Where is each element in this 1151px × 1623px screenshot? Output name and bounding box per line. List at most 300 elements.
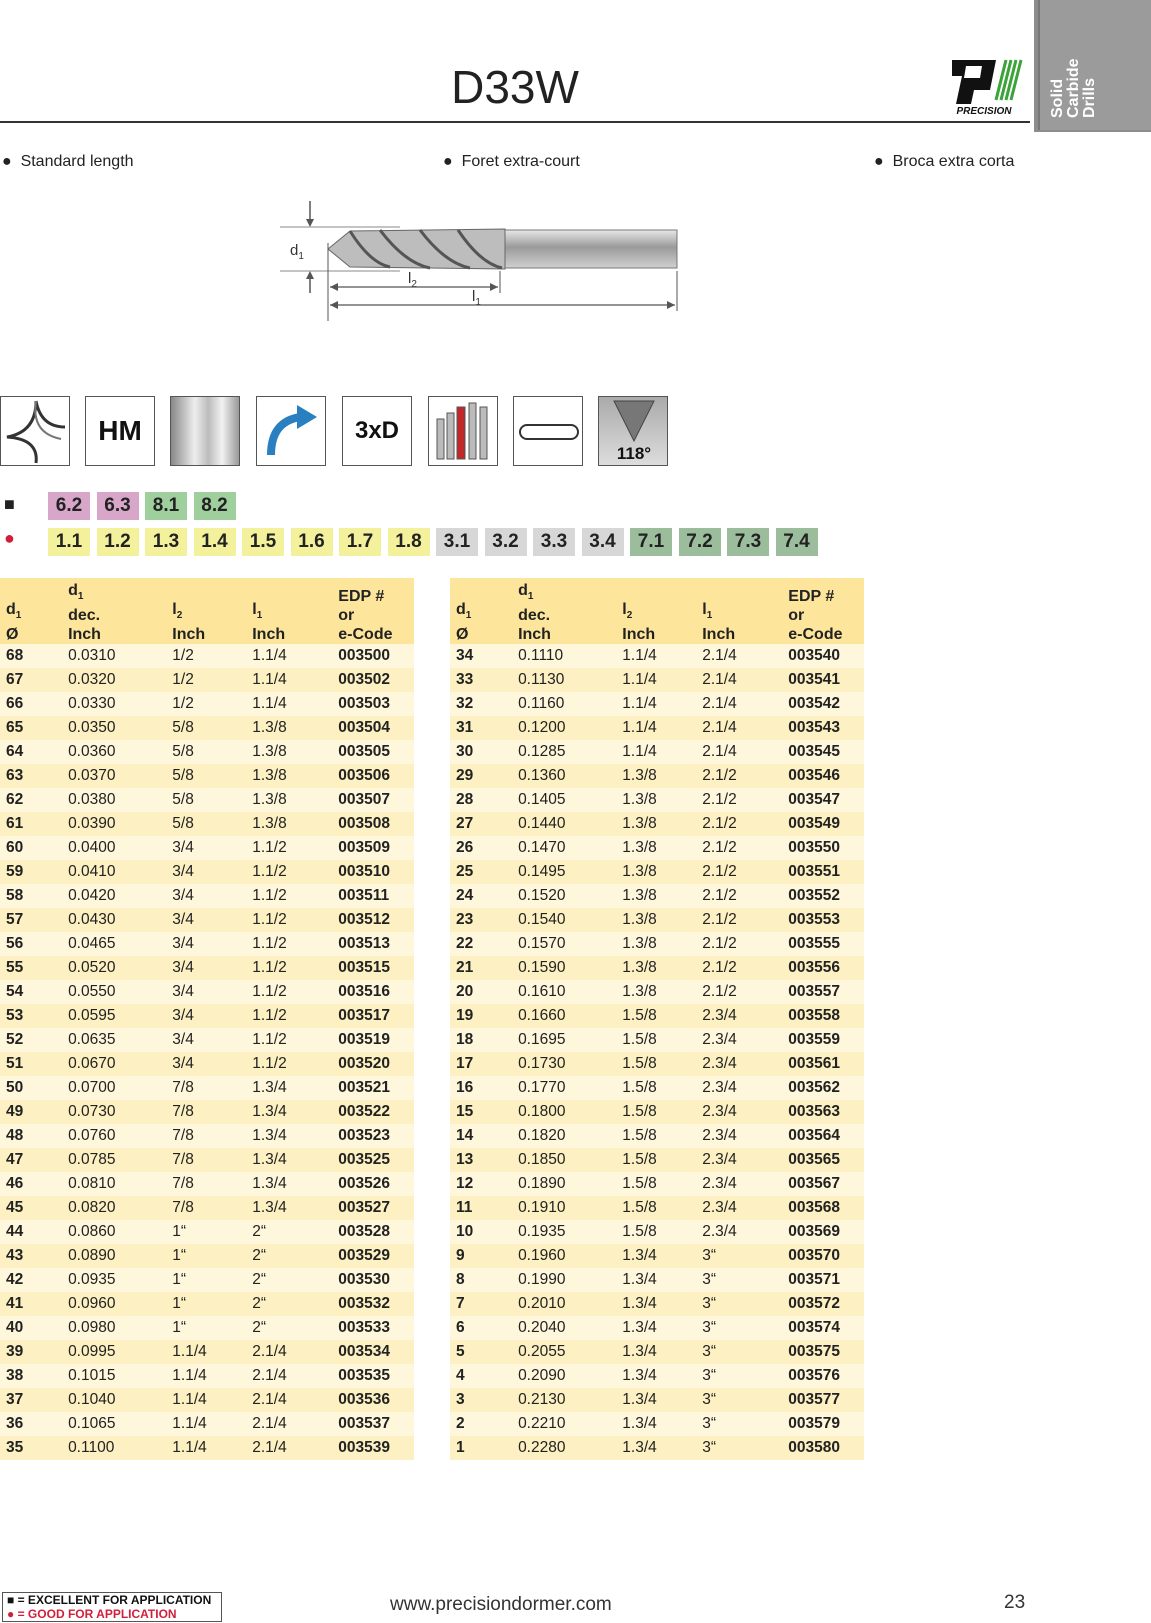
table-cell: 1.3/8 bbox=[616, 884, 696, 908]
material-group-chip: 3.4 bbox=[582, 528, 624, 556]
table-cell: 1/2 bbox=[166, 668, 246, 692]
table-cell: 0.1360 bbox=[512, 764, 616, 788]
table-cell: 33 bbox=[450, 668, 512, 692]
table-cell: 0.1520 bbox=[512, 884, 616, 908]
table-cell: 1.1/2 bbox=[246, 884, 332, 908]
table-row bbox=[450, 1340, 864, 1364]
table-cell: 0.1770 bbox=[512, 1076, 616, 1100]
hm-material-icon: HM bbox=[85, 396, 155, 466]
good-dot-icon: ● bbox=[7, 1607, 15, 1621]
table-cell: 1“ bbox=[166, 1292, 246, 1316]
table-cell: 1.3/8 bbox=[246, 740, 332, 764]
table-cell: 003523 bbox=[332, 1124, 414, 1148]
column-header: $l_2$ Inch bbox=[166, 578, 246, 644]
table-cell: 1.5/8 bbox=[616, 1076, 696, 1100]
table-cell: 1.5/8 bbox=[616, 1028, 696, 1052]
table-row bbox=[0, 1412, 414, 1436]
two-flute-icon bbox=[0, 396, 70, 466]
table-row bbox=[0, 812, 414, 836]
material-group-chip: 7.2 bbox=[679, 528, 721, 556]
table-cell: 1.3/4 bbox=[616, 1340, 696, 1364]
table-cell: 1.3/8 bbox=[616, 908, 696, 932]
table-row bbox=[0, 956, 414, 980]
table-cell: 67 bbox=[0, 668, 62, 692]
table-cell: 14 bbox=[450, 1124, 512, 1148]
table-cell: 7/8 bbox=[166, 1100, 246, 1124]
table-cell: 0.1820 bbox=[512, 1124, 616, 1148]
table-cell: 003528 bbox=[332, 1220, 414, 1244]
table-cell: 2.3/4 bbox=[696, 1124, 782, 1148]
material-group-chip: 1.5 bbox=[242, 528, 284, 556]
material-group-chip: 7.1 bbox=[630, 528, 672, 556]
table-row bbox=[450, 1172, 864, 1196]
table-row bbox=[450, 1388, 864, 1412]
table-row bbox=[450, 1052, 864, 1076]
d1-label: $d_1$ bbox=[290, 242, 304, 262]
table-cell: 2.3/4 bbox=[696, 1148, 782, 1172]
section-tab-label: Solid Carbide Drills bbox=[1049, 58, 1098, 118]
table-cell: 1.1/4 bbox=[166, 1388, 246, 1412]
column-header: $d_1$ dec. Inch bbox=[62, 578, 166, 644]
table-cell: 003511 bbox=[332, 884, 414, 908]
table-cell: 42 bbox=[0, 1268, 62, 1292]
table-cell: 1.5/8 bbox=[616, 1172, 696, 1196]
table-row bbox=[0, 1292, 414, 1316]
table-cell: 003546 bbox=[782, 764, 864, 788]
table-cell: 49 bbox=[0, 1100, 62, 1124]
table-cell: 57 bbox=[0, 908, 62, 932]
table-cell: 2.3/4 bbox=[696, 1172, 782, 1196]
table-cell: 2.3/4 bbox=[696, 1196, 782, 1220]
table-row bbox=[0, 860, 414, 884]
table-cell: 6 bbox=[450, 1316, 512, 1340]
column-header: $l_1$ Inch bbox=[246, 578, 332, 644]
table-cell: 41 bbox=[0, 1292, 62, 1316]
table-cell: 003520 bbox=[332, 1052, 414, 1076]
table-cell: 0.0370 bbox=[62, 764, 166, 788]
table-cell: 7/8 bbox=[166, 1076, 246, 1100]
table-cell: 0.0520 bbox=[62, 956, 166, 980]
material-group-chip: 6.2 bbox=[48, 492, 90, 520]
table-row bbox=[0, 1220, 414, 1244]
table-row bbox=[0, 1340, 414, 1364]
table-cell: 0.1730 bbox=[512, 1052, 616, 1076]
table-row bbox=[0, 740, 414, 764]
table-cell: 12 bbox=[450, 1172, 512, 1196]
table-cell: 003559 bbox=[782, 1028, 864, 1052]
table-cell: 1.1/4 bbox=[166, 1364, 246, 1388]
table-cell: 0.0760 bbox=[62, 1124, 166, 1148]
table-row bbox=[450, 1220, 864, 1244]
table-cell: 0.1570 bbox=[512, 932, 616, 956]
table-cell: 1.1/2 bbox=[246, 932, 332, 956]
table-cell: 1.3/4 bbox=[246, 1100, 332, 1124]
table-cell: 0.1100 bbox=[62, 1436, 166, 1460]
table-cell: 2.1/4 bbox=[246, 1340, 332, 1364]
table-row bbox=[450, 1244, 864, 1268]
table-cell: 10 bbox=[450, 1220, 512, 1244]
table-cell: 0.1130 bbox=[512, 668, 616, 692]
table-cell: 003515 bbox=[332, 956, 414, 980]
table-cell: 61 bbox=[0, 812, 62, 836]
table-cell: 2.1/2 bbox=[696, 836, 782, 860]
column-header: $l_2$ Inch bbox=[616, 578, 696, 644]
table-cell: 0.1850 bbox=[512, 1148, 616, 1172]
table-cell: 55 bbox=[0, 956, 62, 980]
table-cell: 003557 bbox=[782, 980, 864, 1004]
column-header: EDP # or e-Code bbox=[782, 578, 864, 644]
table-cell: 0.0310 bbox=[62, 644, 166, 668]
table-cell: 1.3/8 bbox=[616, 956, 696, 980]
table-cell: 66 bbox=[0, 692, 62, 716]
table-row bbox=[0, 788, 414, 812]
table-row bbox=[450, 788, 864, 812]
table-cell: 1.3/4 bbox=[246, 1076, 332, 1100]
table-cell: 3/4 bbox=[166, 980, 246, 1004]
table-cell: 7/8 bbox=[166, 1172, 246, 1196]
table-cell: 24 bbox=[450, 884, 512, 908]
table-cell: 5/8 bbox=[166, 740, 246, 764]
table-cell: 2.1/4 bbox=[246, 1388, 332, 1412]
table-cell: 0.1040 bbox=[62, 1388, 166, 1412]
table-cell: 003534 bbox=[332, 1340, 414, 1364]
table-cell: 3“ bbox=[696, 1364, 782, 1388]
table-cell: 1.5/8 bbox=[616, 1220, 696, 1244]
table-cell: 2.1/2 bbox=[696, 908, 782, 932]
straight-shank-icon bbox=[513, 396, 583, 466]
table-row bbox=[450, 812, 864, 836]
material-group-chip: 3.2 bbox=[485, 528, 527, 556]
table-row bbox=[0, 1100, 414, 1124]
table-cell: 48 bbox=[0, 1124, 62, 1148]
table-cell: 0.2130 bbox=[512, 1388, 616, 1412]
table-cell: 54 bbox=[0, 980, 62, 1004]
table-cell: 1.5/8 bbox=[616, 1196, 696, 1220]
material-group-chip: 1.1 bbox=[48, 528, 90, 556]
table-cell: 21 bbox=[450, 956, 512, 980]
table-cell: 17 bbox=[450, 1052, 512, 1076]
table-cell: 16 bbox=[450, 1076, 512, 1100]
table-cell: 2.1/2 bbox=[696, 764, 782, 788]
table-cell: 1.1/4 bbox=[246, 692, 332, 716]
table-cell: 003569 bbox=[782, 1220, 864, 1244]
table-cell: 0.1960 bbox=[512, 1244, 616, 1268]
material-group-chip: 7.3 bbox=[727, 528, 769, 556]
table-cell: 2.1/4 bbox=[246, 1364, 332, 1388]
table-row bbox=[0, 1316, 414, 1340]
table-cell: 2.3/4 bbox=[696, 1004, 782, 1028]
table-row bbox=[0, 716, 414, 740]
table-cell: 003537 bbox=[332, 1412, 414, 1436]
material-group-chip: 7.4 bbox=[776, 528, 818, 556]
table-cell: 003545 bbox=[782, 740, 864, 764]
good-materials-row bbox=[0, 528, 820, 558]
table-cell: 0.2210 bbox=[512, 1412, 616, 1436]
table-cell: 7/8 bbox=[166, 1148, 246, 1172]
table-cell: 2“ bbox=[246, 1220, 332, 1244]
table-row bbox=[450, 860, 864, 884]
table-row bbox=[450, 1076, 864, 1100]
table-cell: 0.1495 bbox=[512, 860, 616, 884]
table-cell: 45 bbox=[0, 1196, 62, 1220]
table-cell: 003502 bbox=[332, 668, 414, 692]
column-header: $d_1$ Ø bbox=[450, 578, 512, 644]
table-cell: 1.3/8 bbox=[246, 812, 332, 836]
table-cell: 40 bbox=[0, 1316, 62, 1340]
table-cell: 1.3/4 bbox=[616, 1364, 696, 1388]
table-row bbox=[450, 1268, 864, 1292]
bright-finish-icon bbox=[170, 396, 240, 466]
table-row bbox=[450, 740, 864, 764]
table-cell: 003517 bbox=[332, 1004, 414, 1028]
table-cell: 2“ bbox=[246, 1244, 332, 1268]
table-cell: 23 bbox=[450, 908, 512, 932]
point-angle-icon bbox=[598, 396, 668, 466]
table-cell: 1.1/2 bbox=[246, 1004, 332, 1028]
table-cell: 2.1/2 bbox=[696, 860, 782, 884]
material-group-chip: 3.3 bbox=[533, 528, 575, 556]
table-cell: 003536 bbox=[332, 1388, 414, 1412]
table-cell: 003572 bbox=[782, 1292, 864, 1316]
table-row bbox=[0, 1172, 414, 1196]
table-cell: 43 bbox=[0, 1244, 62, 1268]
table-cell: 51 bbox=[0, 1052, 62, 1076]
table-header-row bbox=[0, 578, 414, 644]
table-cell: 1.3/8 bbox=[616, 764, 696, 788]
table-cell: 2.1/2 bbox=[696, 956, 782, 980]
table-cell: 0.0700 bbox=[62, 1076, 166, 1100]
table-cell: 46 bbox=[0, 1172, 62, 1196]
table-cell: 2.1/4 bbox=[696, 716, 782, 740]
table-cell: 003562 bbox=[782, 1076, 864, 1100]
table-cell: 0.1065 bbox=[62, 1412, 166, 1436]
table-cell: 0.0380 bbox=[62, 788, 166, 812]
table-row bbox=[450, 884, 864, 908]
table-cell: 2.1/2 bbox=[696, 932, 782, 956]
table-cell: 003500 bbox=[332, 644, 414, 668]
table-cell: 003563 bbox=[782, 1100, 864, 1124]
website-url: www.precisiondormer.com bbox=[390, 1594, 612, 1615]
table-cell: 1.1/4 bbox=[616, 644, 696, 668]
logo-text: PRECISION bbox=[956, 106, 1012, 117]
table-cell: 003526 bbox=[332, 1172, 414, 1196]
table-cell: 0.1470 bbox=[512, 836, 616, 860]
material-group-chip: 8.2 bbox=[194, 492, 236, 520]
table-cell: 52 bbox=[0, 1028, 62, 1052]
table-cell: 1.5/8 bbox=[616, 1124, 696, 1148]
table-cell: 0.2040 bbox=[512, 1316, 616, 1340]
table-cell: 003575 bbox=[782, 1340, 864, 1364]
table-cell: 003580 bbox=[782, 1436, 864, 1460]
table-cell: 44 bbox=[0, 1220, 62, 1244]
table-cell: 65 bbox=[0, 716, 62, 740]
material-group-chip: 1.3 bbox=[145, 528, 187, 556]
table-cell: 003555 bbox=[782, 932, 864, 956]
table-cell: 1.1/2 bbox=[246, 860, 332, 884]
table-cell: 1.3/8 bbox=[246, 764, 332, 788]
table-cell: 1.1/4 bbox=[616, 716, 696, 740]
table-row bbox=[0, 1076, 414, 1100]
table-cell: 2.1/2 bbox=[696, 980, 782, 1004]
table-row bbox=[450, 1364, 864, 1388]
table-cell: 50 bbox=[0, 1076, 62, 1100]
table-cell: 0.1800 bbox=[512, 1100, 616, 1124]
table-cell: 0.1590 bbox=[512, 956, 616, 980]
table-cell: 1.3/8 bbox=[246, 716, 332, 740]
table-cell: 3/4 bbox=[166, 836, 246, 860]
material-group-chip: 1.8 bbox=[388, 528, 430, 556]
table-cell: 1.3/8 bbox=[616, 860, 696, 884]
table-cell: 003552 bbox=[782, 884, 864, 908]
table-cell: 60 bbox=[0, 836, 62, 860]
table-row bbox=[450, 1028, 864, 1052]
table-row bbox=[0, 1148, 414, 1172]
table-cell: 003564 bbox=[782, 1124, 864, 1148]
table-cell: 0.1935 bbox=[512, 1220, 616, 1244]
table-cell: 2“ bbox=[246, 1292, 332, 1316]
table-cell: 0.0420 bbox=[62, 884, 166, 908]
table-row bbox=[450, 1196, 864, 1220]
table-cell: 1.1/2 bbox=[246, 1052, 332, 1076]
table-cell: 003539 bbox=[332, 1436, 414, 1460]
table-cell: 3/4 bbox=[166, 932, 246, 956]
table-cell: 003541 bbox=[782, 668, 864, 692]
table-cell: 1/2 bbox=[166, 644, 246, 668]
column-header: $l_1$ Inch bbox=[696, 578, 782, 644]
table-cell: 003509 bbox=[332, 836, 414, 860]
table-cell: 3“ bbox=[696, 1244, 782, 1268]
table-cell: 0.0410 bbox=[62, 860, 166, 884]
bullet-spanish: ● Broca extra corta bbox=[874, 153, 1015, 170]
table-row bbox=[450, 908, 864, 932]
table-cell: 003532 bbox=[332, 1292, 414, 1316]
precision-logo bbox=[940, 56, 1026, 118]
table-cell: 1.1/4 bbox=[166, 1412, 246, 1436]
table-cell: 1.3/4 bbox=[616, 1268, 696, 1292]
table-cell: 003521 bbox=[332, 1076, 414, 1100]
table-cell: 3“ bbox=[696, 1292, 782, 1316]
table-cell: 0.0330 bbox=[62, 692, 166, 716]
table-cell: 2.1/4 bbox=[246, 1412, 332, 1436]
table-cell: 003558 bbox=[782, 1004, 864, 1028]
table-cell: 1.1/4 bbox=[616, 668, 696, 692]
table-cell: 0.0785 bbox=[62, 1148, 166, 1172]
table-cell: 1.3/8 bbox=[616, 980, 696, 1004]
table-cell: 003527 bbox=[332, 1196, 414, 1220]
table-cell: 1.5/8 bbox=[616, 1100, 696, 1124]
table-cell: 53 bbox=[0, 1004, 62, 1028]
table-cell: 1.3/4 bbox=[616, 1412, 696, 1436]
3xd-depth-icon: 3xD bbox=[342, 396, 412, 466]
table-cell: 003547 bbox=[782, 788, 864, 812]
table-cell: 003535 bbox=[332, 1364, 414, 1388]
table-cell: 0.0550 bbox=[62, 980, 166, 1004]
table-row bbox=[0, 668, 414, 692]
table-row bbox=[0, 932, 414, 956]
l2-label: $l_2$ bbox=[408, 270, 417, 290]
table-row bbox=[0, 1004, 414, 1028]
table-row bbox=[0, 1436, 414, 1460]
table-cell: 0.1610 bbox=[512, 980, 616, 1004]
table-cell: 3 bbox=[450, 1388, 512, 1412]
table-cell: 63 bbox=[0, 764, 62, 788]
table-cell: 0.2090 bbox=[512, 1364, 616, 1388]
table-cell: 003549 bbox=[782, 812, 864, 836]
table-cell: 003522 bbox=[332, 1100, 414, 1124]
table-cell: 003565 bbox=[782, 1148, 864, 1172]
table-cell: 0.0730 bbox=[62, 1100, 166, 1124]
table-cell: 1.1/4 bbox=[246, 644, 332, 668]
table-cell: 1.1/4 bbox=[246, 668, 332, 692]
table-row bbox=[0, 1388, 414, 1412]
table-cell: 1.5/8 bbox=[616, 1004, 696, 1028]
table-cell: 0.1695 bbox=[512, 1028, 616, 1052]
table-cell: 1.3/4 bbox=[246, 1148, 332, 1172]
application-legend: ■ = EXCELLENT FOR APPLICATION ● = GOOD FOR APPLICATION bbox=[2, 1592, 222, 1622]
table-row bbox=[450, 668, 864, 692]
table-cell: 0.0635 bbox=[62, 1028, 166, 1052]
table-cell: 5/8 bbox=[166, 812, 246, 836]
column-header: $d_1$ Ø bbox=[0, 578, 62, 644]
table-cell: 1.3/8 bbox=[616, 812, 696, 836]
table-cell: 1.1/4 bbox=[616, 740, 696, 764]
table-row bbox=[450, 980, 864, 1004]
table-cell: 003506 bbox=[332, 764, 414, 788]
table-cell: 1.1/2 bbox=[246, 956, 332, 980]
drill-size-table-left bbox=[0, 578, 414, 1460]
table-row bbox=[0, 1052, 414, 1076]
table-cell: 2.1/2 bbox=[696, 884, 782, 908]
table-cell: 3/4 bbox=[166, 956, 246, 980]
material-group-chip: 6.3 bbox=[97, 492, 139, 520]
table-row bbox=[450, 1148, 864, 1172]
table-cell: 0.0390 bbox=[62, 812, 166, 836]
table-cell: 003542 bbox=[782, 692, 864, 716]
table-cell: 1.1/2 bbox=[246, 980, 332, 1004]
table-cell: 5/8 bbox=[166, 764, 246, 788]
column-header: EDP # or e-Code bbox=[332, 578, 414, 644]
table-cell: 2.1/2 bbox=[696, 812, 782, 836]
table-cell: 1“ bbox=[166, 1316, 246, 1340]
table-row bbox=[0, 764, 414, 788]
table-cell: 3“ bbox=[696, 1316, 782, 1340]
excellent-square-icon: ■ bbox=[4, 494, 15, 514]
table-cell: 56 bbox=[0, 932, 62, 956]
l1-label: $l_1$ bbox=[472, 288, 481, 308]
table-cell: 5/8 bbox=[166, 716, 246, 740]
table-cell: 0.0980 bbox=[62, 1316, 166, 1340]
table-cell: 1.3/4 bbox=[246, 1124, 332, 1148]
table-cell: 5/8 bbox=[166, 788, 246, 812]
table-cell: 003574 bbox=[782, 1316, 864, 1340]
table-cell: 0.1890 bbox=[512, 1172, 616, 1196]
table-cell: 19 bbox=[450, 1004, 512, 1028]
table-row bbox=[0, 644, 414, 668]
table-cell: 47 bbox=[0, 1148, 62, 1172]
table-cell: 2.3/4 bbox=[696, 1220, 782, 1244]
table-cell: 0.0465 bbox=[62, 932, 166, 956]
table-row bbox=[450, 764, 864, 788]
table-cell: 1.1/4 bbox=[166, 1436, 246, 1460]
table-cell: 25 bbox=[450, 860, 512, 884]
table-row bbox=[0, 884, 414, 908]
drill-diagram bbox=[280, 193, 700, 338]
table-cell: 3“ bbox=[696, 1340, 782, 1364]
table-cell: 0.1200 bbox=[512, 716, 616, 740]
table-cell: 003512 bbox=[332, 908, 414, 932]
table-cell: 0.0360 bbox=[62, 740, 166, 764]
table-row bbox=[0, 908, 414, 932]
